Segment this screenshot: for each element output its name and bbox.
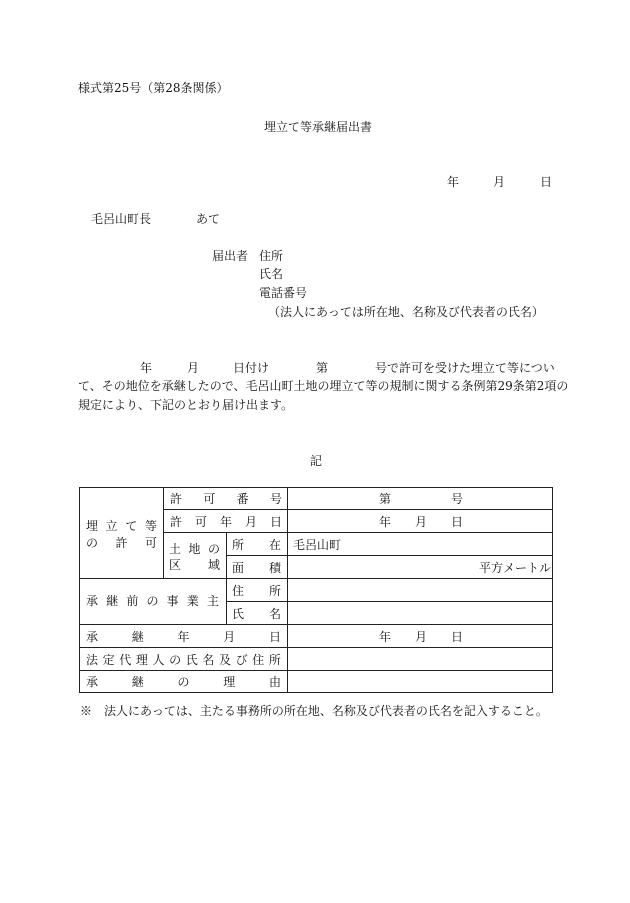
succession-date-label: 承 継 年 月 日 (86, 630, 281, 644)
permit-date-month: 月 (415, 515, 428, 529)
predecessor-name-label: 氏 名 (232, 607, 281, 621)
predecessor-address-label: 住 所 (232, 584, 281, 598)
body-line1-month: 月 (187, 361, 200, 375)
applicant-note: （法人にあっては所在地、名称及び代表者の氏名） (268, 305, 544, 319)
form-number: 様式第25号（第28条関係） (78, 81, 229, 95)
date-day: 日 (540, 175, 553, 189)
predecessor-label: 承 継 前 の 事 業 主 (86, 594, 219, 608)
applicant-label: 届出者 (212, 249, 249, 263)
addressee-name: 毛呂山町長 (91, 212, 152, 226)
footnote: ※ 法人にあっては、主たる事務所の所在地、名称及び代表者の氏名を記入すること。 (80, 704, 548, 718)
ki-mark: 記 (310, 454, 323, 468)
succession-reason-label: 承 継 の 理 由 (86, 675, 281, 689)
body-line1-day: 日付け (233, 361, 270, 375)
body-line1-year: 年 (140, 361, 153, 375)
permit-group-label-line1: 埋 立 て 等 (86, 519, 157, 533)
body-line1-tail: 号で許可を受けた埋立て等につい (375, 361, 555, 375)
permit-group-label-line2: の 許 可 (86, 536, 157, 550)
location-label: 所 在 (232, 538, 281, 552)
applicant-address-label: 住所 (259, 249, 284, 263)
land-area-label-line2: 区 域 (169, 558, 220, 572)
legal-representative-label: 法 定 代 理 人 の 氏 名 及 び 住 所 (86, 653, 281, 667)
permit-date-label: 許 可 年 月 日 (170, 515, 282, 529)
permit-number-label: 許 可 番 号 (170, 492, 282, 506)
body-line2: て、その地位を承継したので、毛呂山町土地の埋立て等の規制に関する条例第29条第2項の (78, 379, 569, 393)
land-area-label-line1: 土 地 の (169, 542, 220, 556)
succession-date-day: 日 (451, 630, 464, 644)
succession-form-table (79, 487, 553, 693)
document-title: 埋立て等承継届出書 (264, 120, 373, 134)
date-month: 月 (493, 175, 506, 189)
permit-date-day: 日 (451, 515, 464, 529)
location-value: 毛呂山町 (293, 538, 342, 552)
succession-date-month: 月 (415, 630, 428, 644)
applicant-phone-label: 電話番号 (259, 286, 308, 300)
date-year: 年 (447, 175, 460, 189)
succession-date-year: 年 (379, 630, 392, 644)
area-unit: 平方メートル (479, 561, 552, 575)
body-line3: 規定により、下記のとおり届け出ます。 (78, 398, 294, 412)
applicant-name-label: 氏名 (259, 267, 284, 281)
area-label: 面 積 (232, 561, 281, 575)
body-line1-number-prefix: 第 (316, 361, 329, 375)
addressee-suffix: あて (196, 212, 221, 226)
permit-number-prefix: 第 (379, 492, 392, 506)
permit-date-year: 年 (379, 515, 392, 529)
permit-number-suffix: 号 (451, 492, 464, 506)
